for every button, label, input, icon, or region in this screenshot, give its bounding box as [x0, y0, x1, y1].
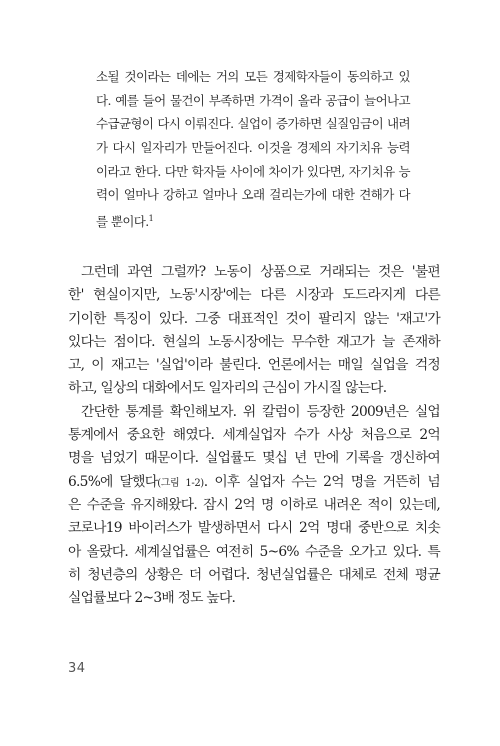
- paragraph-2-line: 명을 넘었기 때문이다. 실업률도 몇십 년 만에 기록을 갱신하여: [68, 450, 440, 467]
- page-number: 34: [68, 661, 86, 676]
- paragraph-2-line: 통계에서 중요한 해였다. 세계실업자 수가 사상 처음으로 2억: [68, 427, 440, 444]
- quote-line-last: [96, 207, 410, 231]
- paragraph-2-line: 히 청년층의 상황은 더 어렵다. 청년실업률은 대체로 전체 평균: [68, 566, 440, 583]
- ref-line-end: . 이후 실업자 수는 2억 명을 거뜬히 넘: [203, 473, 441, 490]
- paragraph-2-line: 간단한 통계를 확인해보자. 위 칼럼이 등장한 2009년은 실업: [81, 403, 440, 420]
- paragraph-2-line-with-ref: [68, 471, 440, 494]
- paragraph-1-line: 기이한 특징이 있다. 그중 대표적인 것이 팔리지 않는 '재고'가: [68, 310, 440, 327]
- paragraph-2-line: 실업률보다 2~3배 정도 높다.: [68, 590, 236, 607]
- body-text: [68, 261, 440, 610]
- paragraph-1-line: 한' 현실이지만, 노동'시장'에는 다른 시장과 도드라지게 다른: [68, 287, 440, 304]
- quote-line: 다. 예를 들어 물건이 부족하면 가격이 올라 공급이 늘어나고: [96, 92, 410, 108]
- paragraph-1-line: 하고, 일상의 대화에서도 일자리의 근심이 가시질 않는다.: [68, 380, 387, 397]
- quote-line-text: 를 뿐이다.: [96, 214, 149, 230]
- paragraph-2-line: 코로나19 바이러스가 발생하면서 다시 2억 명대 중반으로 치솟: [68, 520, 440, 537]
- quote-line: 수급균형이 다시 이뤄진다. 실업이 증가하면 실질임금이 내려: [96, 116, 410, 132]
- block-quote: [96, 65, 410, 231]
- quote-line: 력이 얼마나 강하고 얼마나 오래 걸리는가에 대한 견해가 다: [96, 187, 410, 203]
- paragraph-1-line: 고, 이 재고는 '실업'이라 불린다. 언론에서는 매일 실업을 걱정: [68, 357, 440, 374]
- figure-reference: (그림 1-2): [157, 477, 204, 489]
- paragraph-1-line: 있다는 점이다. 현실의 노동시장에는 무수한 재고가 늘 존재하: [68, 333, 440, 350]
- quote-line: 이라고 한다. 다만 학자들 사이에 차이가 있다면, 자기치유 능: [96, 163, 410, 179]
- paragraph-2-line: 은 수준을 유지해왔다. 잠시 2억 명 이하로 내려온 적이 있는데,: [68, 496, 440, 513]
- paragraph-2-line: 아 올랐다. 세계실업률은 여전히 5~6% 수준을 오가고 있다. 특: [68, 543, 440, 560]
- quote-line: 소될 것이라는 데에는 거의 모든 경제학자들이 동의하고 있: [96, 69, 410, 84]
- quote-line: 가 다시 일자리가 만들어진다. 이것을 경제의 자기치유 능력: [96, 140, 410, 156]
- footnote-marker: 1: [148, 214, 154, 224]
- ref-line-start: 6.5%에 달했다: [68, 473, 158, 490]
- paragraph-1-line: 그런데 과연 그럴까? 노동이 상품으로 거래되는 것은 '불편: [81, 264, 440, 280]
